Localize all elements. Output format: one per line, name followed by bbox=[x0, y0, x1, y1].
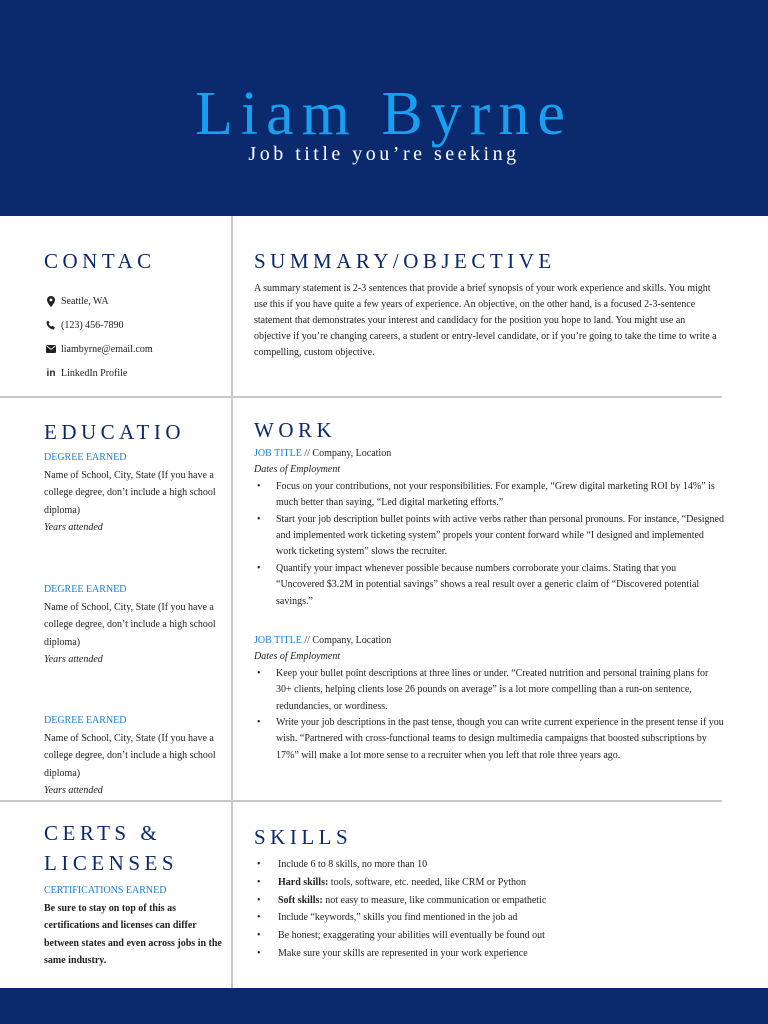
summary-heading: SUMMARY/OBJECTIVE bbox=[254, 249, 556, 273]
skill-label: Hard skills: bbox=[278, 876, 329, 888]
education-entry bbox=[44, 581, 222, 669]
years-attended: Years attended bbox=[44, 522, 103, 533]
candidate-name: Liam Byrne bbox=[195, 80, 573, 148]
degree-label: DEGREE EARNED bbox=[44, 452, 127, 463]
summary-text: A summary statement is 2-3 sentences that provide a brief synopsis of your work experience and skills. You might use this if you have quite a few years of experience. An objective, on the other hand, is a focused 2-3-sentence statement that demonstrates your interest and candidacy for the position you hope to land. You might use an objective if you’re changing careers, a student or entry-level candidate, or if you’re going to take the time to write a compelling, custom objective. bbox=[254, 283, 717, 358]
degree-label: DEGREE EARNED bbox=[44, 715, 127, 726]
skill-item bbox=[254, 892, 724, 910]
contact-list bbox=[44, 289, 224, 385]
job-bullet: • Write your job descriptions in the past tense, though you can write current experience in the present tense if you wish. “Partnered with cross-functional teams to design multimedia campaigns that boosted subscriptions by 17%” will make a lot more sense to a recruiter when you left that role three years ago. bbox=[254, 715, 724, 764]
location-icon bbox=[44, 296, 58, 307]
certs-text: Be sure to stay on top of this as certifications and licenses can differ between states and even across jobs in the same industry. bbox=[44, 902, 222, 966]
skill-item bbox=[254, 874, 724, 892]
job-entry bbox=[254, 446, 724, 610]
contact-location bbox=[44, 289, 224, 313]
job-company: // Company, Location bbox=[301, 635, 392, 646]
job-dates: Dates of Employment bbox=[254, 651, 341, 663]
email-icon bbox=[44, 345, 58, 353]
contact-phone-text: (123) 456-7890 bbox=[61, 319, 124, 331]
skill-text: Include 6 to 8 skills, no more than 10 bbox=[278, 859, 428, 870]
contact-email[interactable] bbox=[44, 337, 224, 361]
school-info: Name of School, City, State (If you have a college degree, don’t include a high school diploma) bbox=[44, 601, 216, 648]
skill-text: Include “keywords,” skills you find mentioned in the job ad bbox=[278, 912, 518, 924]
job-bullets bbox=[254, 479, 724, 610]
skill-item bbox=[254, 927, 724, 945]
education-heading: EDUCATIO bbox=[44, 420, 185, 444]
job-bullet: • Quantify your impact whenever possible because numbers corroborate your claims. Stating that you “Uncovered $3.2M in potential savings” shows a real result over a generic claim of “Discovered potential savings.” bbox=[254, 561, 724, 610]
contact-phone bbox=[44, 313, 224, 337]
contact-linkedin-text[interactable]: LinkedIn Profile bbox=[61, 367, 128, 379]
job-title-sought: Job title you’re seeking bbox=[248, 143, 520, 165]
skill-label: Soft skills: bbox=[278, 894, 323, 906]
school-info: Name of School, City, State (If you have a college degree, don’t include a high school diploma) bbox=[44, 732, 216, 779]
job-company: // Company, Location bbox=[301, 448, 392, 459]
column-divider bbox=[231, 216, 233, 988]
certs-block bbox=[44, 882, 224, 970]
job-bullets bbox=[254, 666, 724, 764]
header-banner bbox=[0, 0, 768, 216]
contact-email-text[interactable]: liambyrne@email.com bbox=[61, 343, 153, 355]
job-bullet: • Keep your bullet point descriptions at three lines or under. “Created nutrition and personal training plans for 30+ clients, helping clients lose 26 pounds on average” is a lot more compelling than a run-on sentence, redundancies, or wordiness. bbox=[254, 666, 724, 715]
section-divider-1 bbox=[0, 396, 722, 398]
section-divider-2 bbox=[0, 800, 722, 802]
job-entry bbox=[254, 633, 724, 764]
education-entry bbox=[44, 449, 222, 537]
job-dates: Dates of Employment bbox=[254, 464, 341, 476]
phone-icon bbox=[44, 320, 58, 330]
job-title: JOB TITLE bbox=[254, 635, 302, 646]
skill-text: tools, software, etc. needed, like CRM or Python bbox=[328, 876, 527, 888]
linkedin-icon: in bbox=[46, 367, 56, 379]
skill-item bbox=[254, 909, 724, 927]
contact-linkedin[interactable] bbox=[44, 361, 224, 385]
skill-item bbox=[254, 945, 724, 963]
skill-text: not easy to measure, like communication or empathetic bbox=[322, 894, 547, 906]
skills-heading: SKILLS bbox=[254, 825, 353, 849]
contact-heading: CONTAC bbox=[44, 249, 156, 273]
certs-subtitle: CERTIFICATIONS EARNED bbox=[44, 885, 167, 896]
job-bullet: • Start your job description bullet points with active verbs rather than personal pronouns. For instance, “Designed and implemented work ticketing system” propels your content forward while “I designed and implemented work ticketing system” slows the recruiter. bbox=[254, 512, 724, 561]
skills-list bbox=[254, 856, 724, 963]
job-header bbox=[254, 446, 724, 462]
work-heading: WORK bbox=[254, 418, 337, 442]
school-info: Name of School, City, State (If you have a college degree, don’t include a high school diploma) bbox=[44, 469, 216, 516]
skills-block bbox=[254, 856, 724, 963]
skill-text: Be honest; exaggerating your abilities will eventually be found out bbox=[278, 930, 545, 942]
years-attended: Years attended bbox=[44, 785, 103, 796]
years-attended: Years attended bbox=[44, 654, 103, 665]
job-header bbox=[254, 633, 724, 649]
skill-text: Make sure your skills are represented in your work experience bbox=[278, 947, 528, 959]
footer-banner bbox=[0, 988, 768, 1024]
certs-heading-line2: LICENSES bbox=[44, 851, 179, 875]
degree-label: DEGREE EARNED bbox=[44, 584, 127, 595]
job-bullet: • Focus on your contributions, not your responsibilities. For example, “Grew digital marketing ROI by 14%” is much better than saying, “Led digital marketing efforts.” bbox=[254, 479, 724, 512]
certs-heading-line1: CERTS & bbox=[44, 821, 162, 845]
skill-item bbox=[254, 856, 724, 874]
education-entry bbox=[44, 712, 222, 800]
job-title: JOB TITLE bbox=[254, 448, 302, 459]
contact-location-text: Seattle, WA bbox=[61, 295, 109, 307]
